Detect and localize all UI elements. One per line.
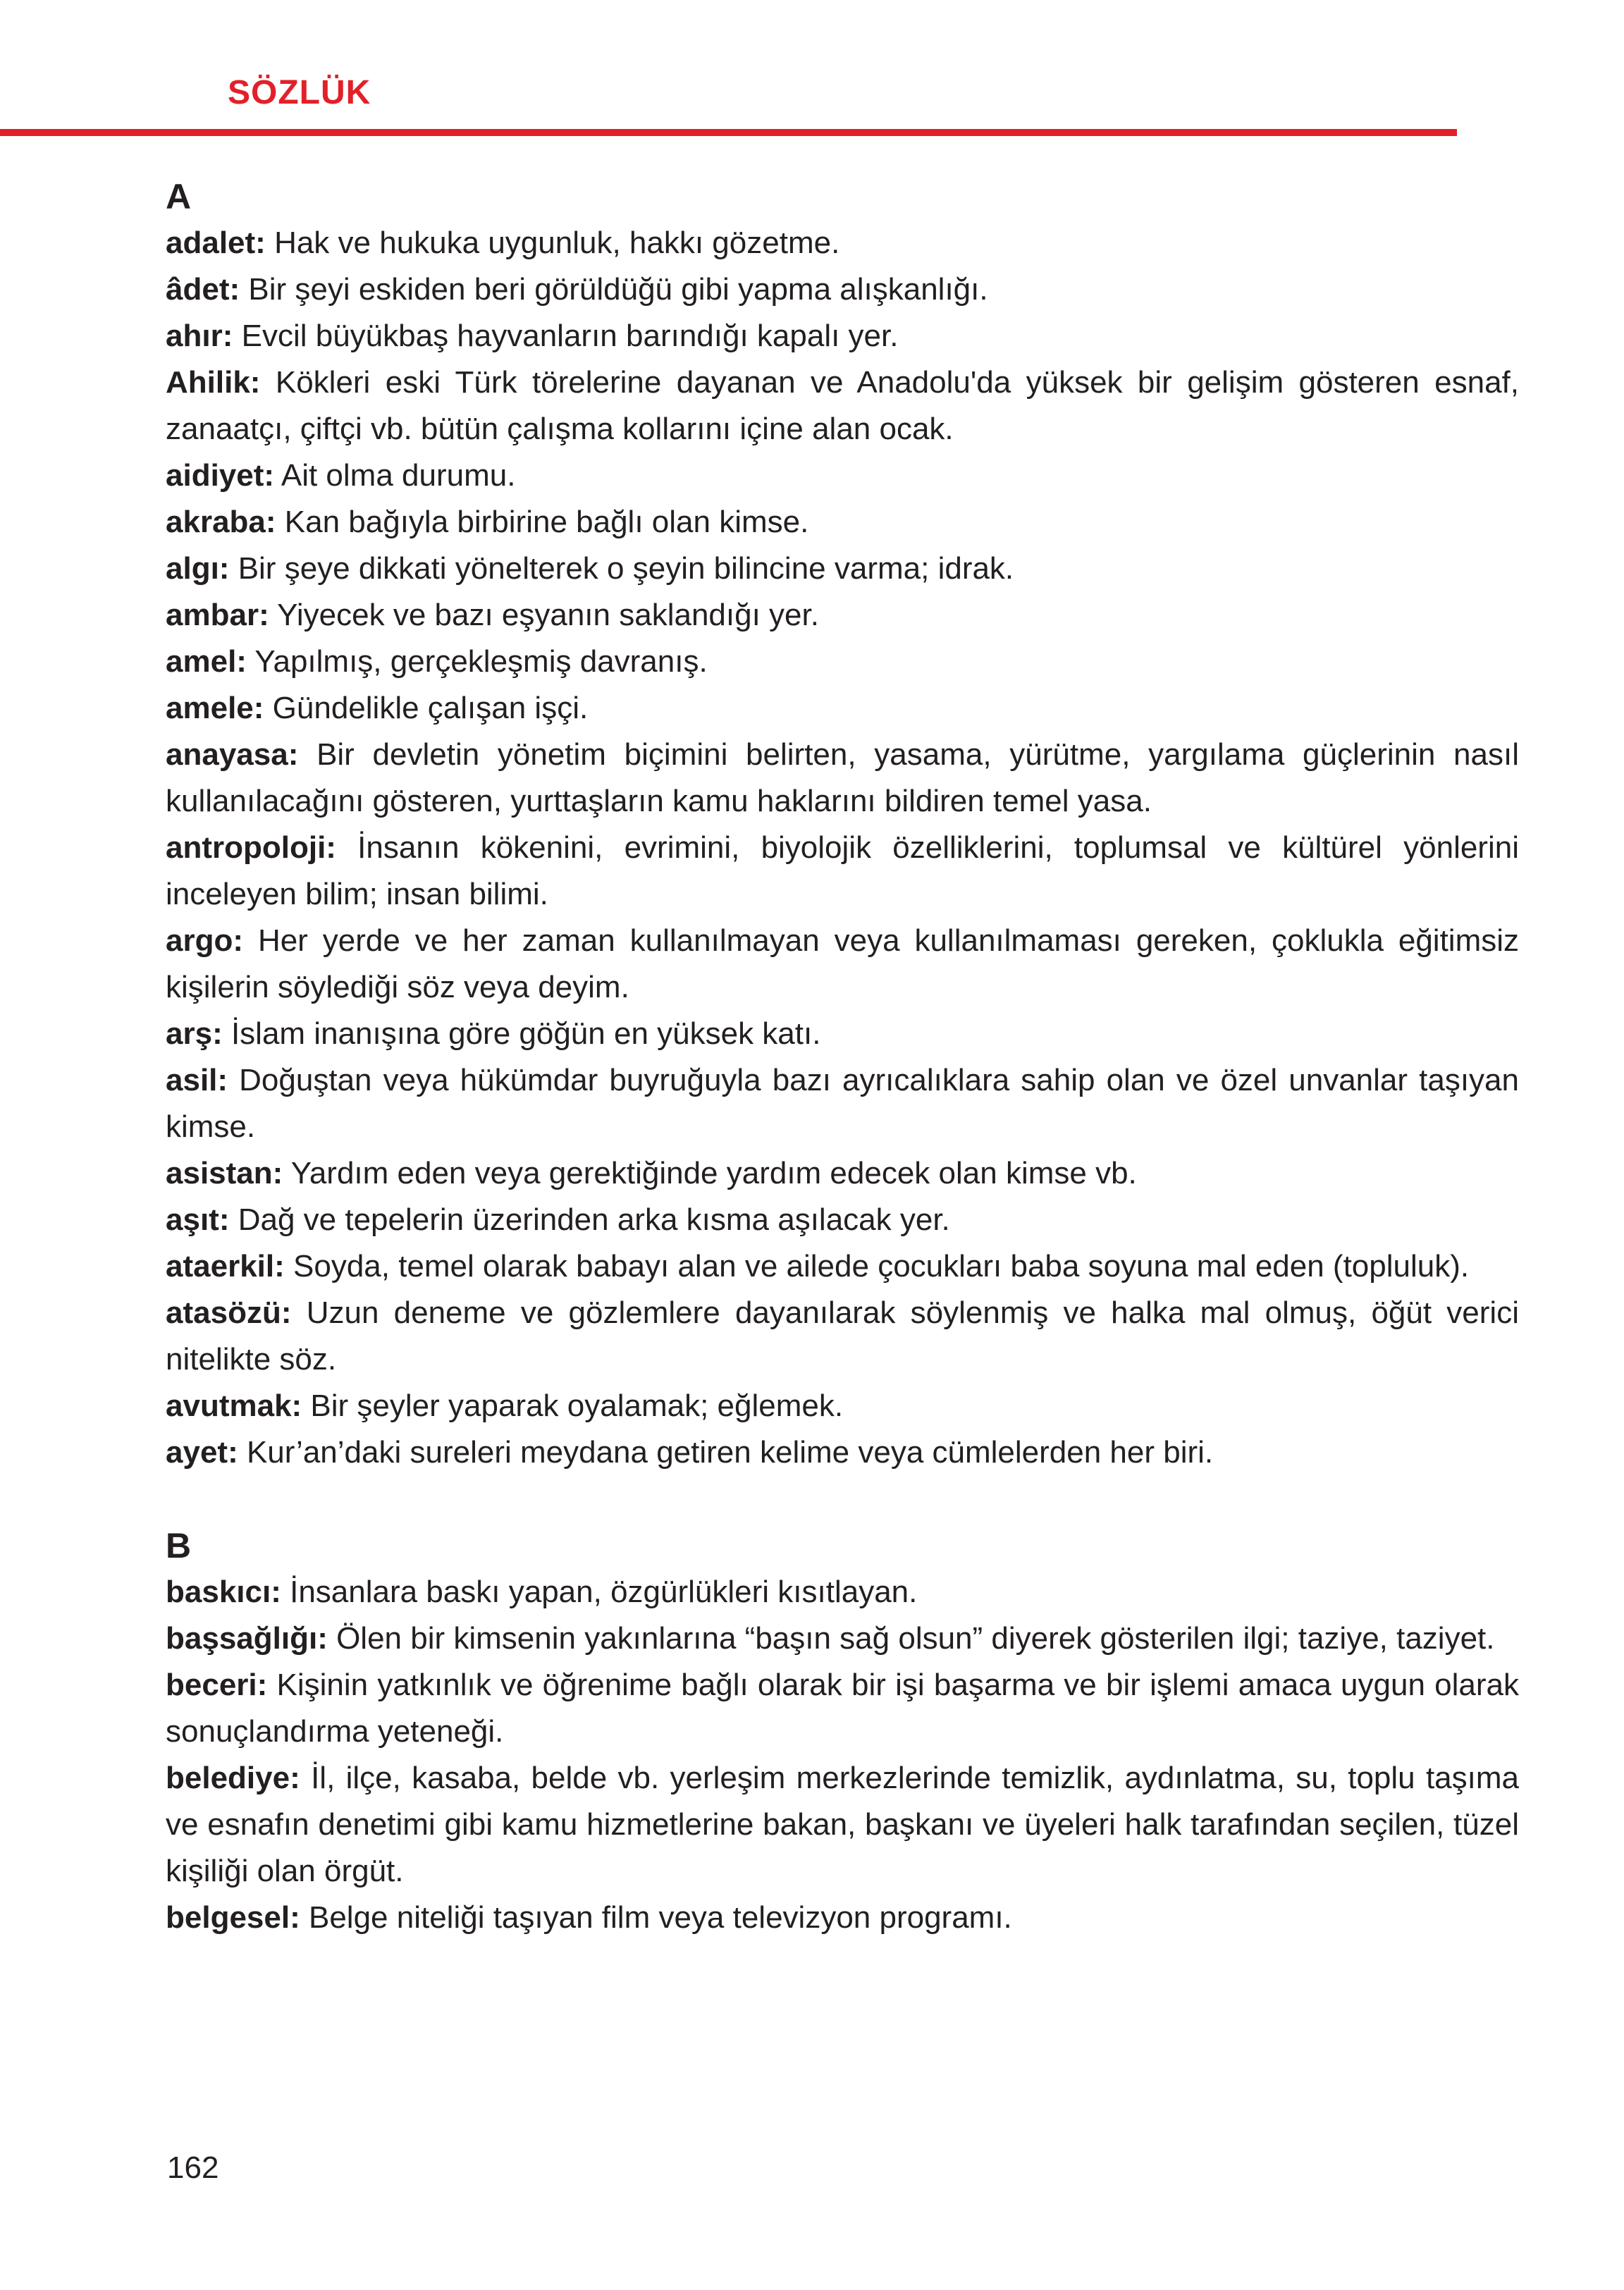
entry-definition: Ait olma durumu. [281,458,516,493]
entry-term: âdet: [166,272,240,307]
entry-definition: Bir şeyi eskiden beri görüldüğü gibi yapma alışkanlığı. [248,272,988,307]
section-letter: A [166,177,192,216]
dictionary-entry [166,1755,1519,1895]
entry-term: asistan: [166,1156,283,1190]
dictionary-entry [166,313,1519,359]
entry-term: avutmak: [166,1389,302,1423]
dictionary-entry [166,1197,1519,1243]
dictionary-entry [166,1569,1519,1615]
section-letter: B [166,1526,192,1565]
dictionary-entry [166,1243,1519,1290]
entry-term: amel: [166,644,247,679]
entry-term: beceri: [166,1668,268,1702]
entry-term: algı: [166,551,230,586]
entry-definition: Bir şeye dikkati yönelterek o şeyin bilincine varma; idrak. [238,551,1014,586]
entry-term: asil: [166,1063,228,1097]
dictionary-content [166,173,1519,1941]
dictionary-entry [166,1011,1519,1057]
entry-definition: Her yerde ve her zaman kullanılmayan veya kullanılmaması gereken, çoklukla eğitimsiz kişilerin söylediği söz veya deyim. [166,923,1520,1004]
dictionary-entry [166,685,1519,732]
entry-term: belgesel: [166,1900,300,1935]
entry-definition: Gündelikle çalışan işçi. [272,691,589,725]
dictionary-entry [166,1662,1519,1755]
dictionary-entry [166,499,1519,546]
header-divider [0,129,1457,136]
entry-definition: İnsanlara baskı yapan, özgürlükleri kısıtlayan. [290,1575,918,1609]
entry-term: başsağlığı: [166,1621,328,1656]
entry-definition: Uzun deneme ve gözlemlere dayanılarak söylenmiş ve halka mal olmuş, öğüt verici nitelikte söz. [166,1295,1519,1377]
dictionary-entry [166,453,1519,499]
entry-definition: Bir şeyler yaparak oyalamak; eğlemek. [310,1389,844,1423]
page-number: 162 [167,2150,219,2185]
entry-definition: Kan bağıyla birbirine bağlı olan kimse. [284,505,809,539]
entry-term: ambar: [166,598,269,632]
entry-term: ataerkil: [166,1249,285,1283]
entry-definition: İnsanın kökenini, evrimini, biyolojik özelliklerini, toplumsal ve kültürel yönlerini inceleyen bilim; insan bilimi. [166,830,1519,911]
entry-term: aşıt: [166,1202,230,1237]
dictionary-entry [166,732,1519,825]
dictionary-entry [166,220,1519,266]
entry-definition: Kur’an’daki sureleri meydana getiren kelime veya cümlelerden her biri. [246,1435,1214,1470]
entry-definition: Bir devletin yönetim biçimini belirten, yasama, yürütme, yargılama güçlerinin nasıl kullanılacağını gösteren, yurttaşların kamu haklarını bildiren temel yasa. [166,737,1519,818]
entry-term: adalet: [166,226,266,260]
entry-definition: Yapılmış, gerçekleşmiş davranış. [254,644,708,679]
entry-term: baskıcı: [166,1575,281,1609]
dictionary-entry [166,266,1519,313]
entry-definition: Dağ ve tepelerin üzerinden arka kısma aşılacak yer. [238,1202,950,1237]
entry-definition: İslam inanışına göre göğün en yüksek katı. [230,1016,821,1051]
entry-definition: Yiyecek ve bazı eşyanın saklandığı yer. [277,598,819,632]
entry-definition: Yardım eden veya gerektiğinde yardım edecek olan kimse vb. [290,1156,1137,1190]
entry-definition: Soyda, temel olarak babayı alan ve ailede çocukları baba soyuna mal eden (topluluk). [293,1249,1470,1283]
entry-definition: İl, ilçe, kasaba, belde vb. yerleşim merkezlerinde temizlik, aydınlatma, su, toplu taşıma ve esnafın denetimi gibi kamu hizmetlerine bakan, başkanı ve üyeleri halk tarafından seçilen, tüzel kişiliği olan örgüt. [166,1761,1519,1888]
entry-definition: Ölen bir kimsenin yakınlarına “başın sağ olsun” diyerek gösterilen ilgi; taziye, taziyet. [336,1621,1495,1656]
entry-term: anayasa: [166,737,299,772]
entry-term: antropoloji: [166,830,336,865]
entry-term: atasözü: [166,1295,292,1330]
dictionary-entry [166,1290,1519,1383]
dictionary-entry [166,918,1519,1011]
dictionary-entry [166,639,1519,685]
entry-definition: Kökleri eski Türk törelerine dayanan ve Anadolu'da yüksek bir gelişim gösteren esnaf, zanaatçı, çiftçi vb. bütün çalışma kollarını içine alan ocak. [166,365,1519,446]
entry-definition: Belge niteliği taşıyan film veya televizyon programı. [308,1900,1012,1935]
dictionary-entry [166,359,1519,453]
entry-definition: Hak ve hukuka uygunluk, hakkı gözetme. [274,226,840,260]
dictionary-entry [166,592,1519,639]
entry-definition: Doğuştan veya hükümdar buyruğuyla bazı ayrıcalıklara sahip olan ve özel unvanlar taşıyan kimse. [166,1063,1520,1144]
entry-term: arş: [166,1016,223,1051]
entry-term: akraba: [166,505,276,539]
entry-term: aidiyet: [166,458,275,493]
dictionary-entry [166,1383,1519,1429]
entry-term: Ahilik: [166,365,261,400]
dictionary-entry [166,546,1519,592]
entry-term: ayet: [166,1435,238,1470]
dictionary-entry [166,1895,1519,1941]
dictionary-entry [166,1150,1519,1197]
dictionary-entry [166,825,1519,918]
entry-definition: Kişinin yatkınlık ve öğrenime bağlı olarak bir işi başarma ve bir işlemi amaca uygun olarak sonuçlandırma yeteneği. [166,1668,1519,1749]
dictionary-entry [166,1429,1519,1476]
entry-term: ahır: [166,319,233,353]
entry-term: argo: [166,923,243,958]
page-title: SÖZLÜK [228,74,371,111]
dictionary-entry [166,1615,1519,1662]
dictionary-entry [166,1057,1519,1150]
entry-definition: Evcil büyükbaş hayvanların barındığı kapalı yer. [241,319,899,353]
entry-term: belediye: [166,1761,300,1795]
entry-term: amele: [166,691,264,725]
